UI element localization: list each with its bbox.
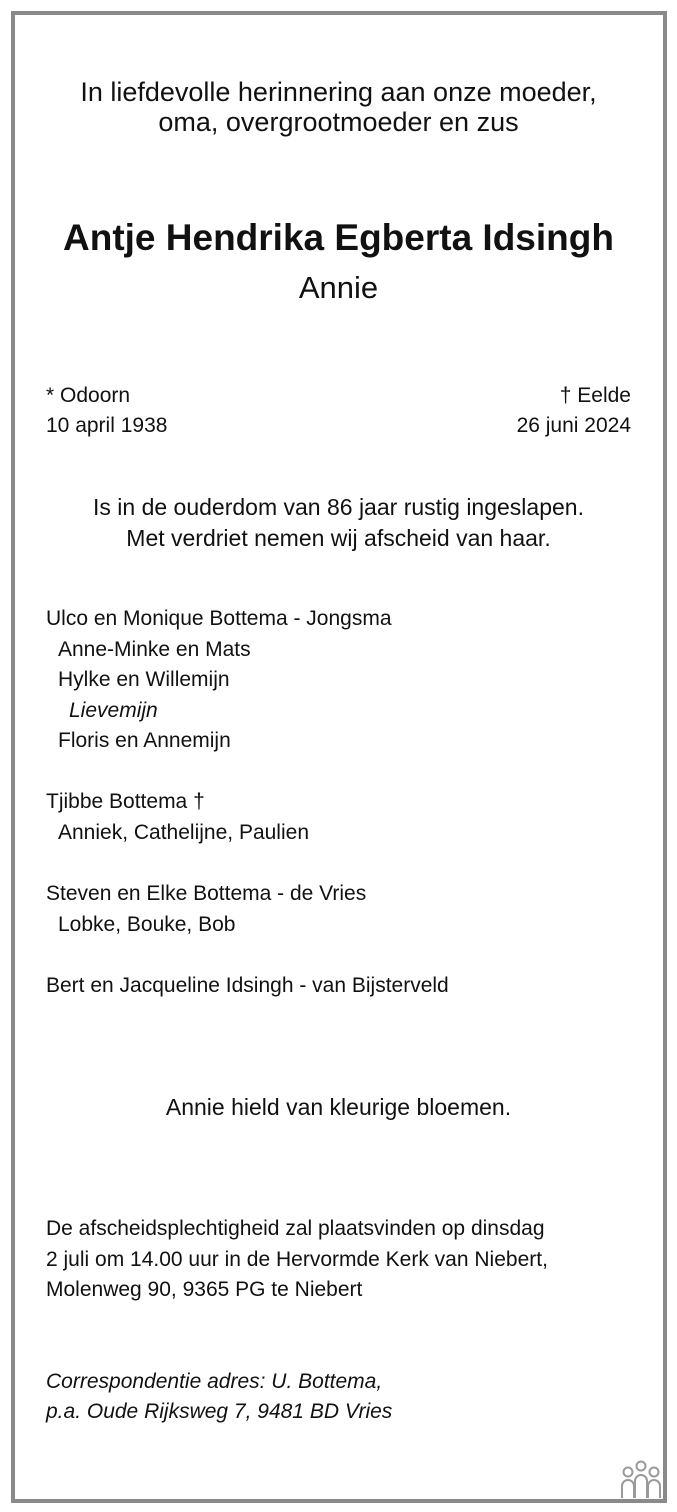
family-member: Ulco en Monique Bottema - Jongsma <box>46 607 392 630</box>
grandchild: Anne-Minke en Mats <box>58 638 251 661</box>
family-member: Bert en Jacqueline Idsingh - van Bijsterveld <box>46 974 449 997</box>
deceased-full-name: Antje Hendrika Egberta Idsingh <box>63 217 614 258</box>
birth-place: * Odoorn <box>46 384 131 407</box>
birth-date: 10 april 1938 <box>46 414 168 437</box>
death-place: † Eelde <box>559 384 631 407</box>
grandchild: Lobke, Bouke, Bob <box>58 913 236 936</box>
death-date: 26 juni 2024 <box>516 414 631 437</box>
family-member: Steven en Elke Bottema - de Vries <box>46 882 367 905</box>
grandchild: Hylke en Willemijn <box>58 668 230 691</box>
message-line-2: Met verdriet nemen wij afscheid van haar. <box>126 525 551 551</box>
grandchild: Anniek, Cathelijne, Paulien <box>58 821 309 844</box>
great-grandchild: Lievemijn <box>69 699 158 722</box>
ceremony-line-1: De afscheidsplechtigheid zal plaatsvinden op dinsdag <box>46 1217 545 1240</box>
family-member: Tjibbe Bottema † <box>46 790 205 813</box>
intro-line-2: oma, overgrootmoeder en zus <box>158 107 519 137</box>
grandchild: Floris en Annemijn <box>58 729 231 752</box>
intro-line-1: In liefdevolle herinnering aan onze moeder, <box>80 77 597 107</box>
people-group-icon <box>618 1459 664 1499</box>
correspondence-line-1: Correspondentie adres: U. Bottema, <box>46 1370 383 1393</box>
flowers-note: Annie hield van kleurige bloemen. <box>165 1094 512 1120</box>
deceased-nickname: Annie <box>298 270 379 305</box>
ceremony-line-2: 2 juli om 14.00 uur in de Hervormde Kerk van Niebert, <box>46 1248 548 1271</box>
correspondence-line-2: p.a. Oude Rijksweg 7, 9481 BD Vries <box>46 1400 393 1423</box>
message-line-1: Is in de ouderdom van 86 jaar rustig ingeslapen. <box>93 494 584 520</box>
ceremony-line-3: Molenweg 90, 9365 PG te Niebert <box>46 1278 363 1301</box>
